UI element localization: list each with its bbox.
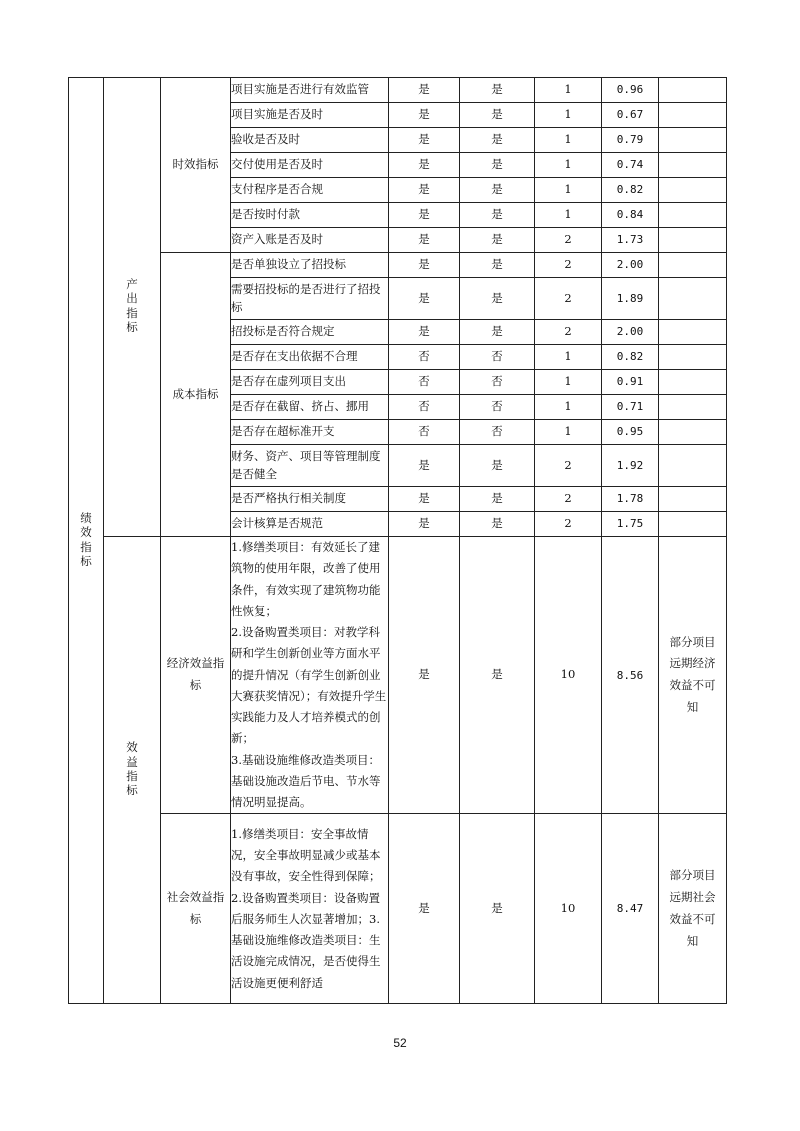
level2-cell-benefit: [104, 537, 161, 1004]
note-cell: [659, 103, 727, 128]
level3-cell-timeliness: [161, 78, 231, 253]
indicator-cell: 是否严格执行相关制度: [231, 487, 389, 512]
level3-label: 时效指标: [172, 157, 219, 172]
target-cell: 是: [389, 228, 460, 253]
target-cell: 否: [389, 395, 460, 420]
weight-cell: 1: [535, 128, 602, 153]
table-row: [69, 814, 727, 1004]
actual-cell: 否: [460, 345, 535, 370]
actual-cell: 否: [460, 420, 535, 445]
actual-cell: 是: [460, 253, 535, 278]
indicator-cell: 项目实施是否进行有效监管: [231, 78, 389, 103]
indicator-cell: 招投标是否符合规定: [231, 320, 389, 345]
note-cell: [659, 320, 727, 345]
score-cell: 0.96: [602, 78, 659, 103]
target-cell: 是: [389, 487, 460, 512]
page-number: 52: [393, 1036, 407, 1050]
note-cell: [659, 228, 727, 253]
score-cell: 1.92: [602, 445, 659, 487]
score-cell: 2.00: [602, 320, 659, 345]
score-cell: 8.47: [602, 814, 659, 1004]
actual-cell: 是: [460, 537, 535, 814]
indicator-line: 2.设备购置类项目：对教学科研和学生创新创业等方面水平的提升情况（有学生创新创业大赛获奖情况）；有效提升学生实践能力及人才培养模式的创新；: [231, 625, 387, 746]
indicator-cell-multiline: [231, 537, 389, 814]
note-cell: [659, 370, 727, 395]
actual-cell: 否: [460, 395, 535, 420]
score-cell: 1.73: [602, 228, 659, 253]
actual-cell: 是: [460, 445, 535, 487]
weight-cell: 2: [535, 320, 602, 345]
level3-label: 成本指标: [172, 386, 219, 401]
target-cell: 是: [389, 153, 460, 178]
indicator-cell: 是否按时付款: [231, 203, 389, 228]
target-cell: 是: [389, 445, 460, 487]
indicator-line: 3.基础设施维修改造类项目：基础设施改造后节电、节水等情况明显提高。: [231, 752, 381, 810]
note-cell: [659, 395, 727, 420]
indicator-cell: 是否存在超标准开支: [231, 420, 389, 445]
indicator-cell: 是否存在支出依据不合理: [231, 345, 389, 370]
actual-cell: 是: [460, 814, 535, 1004]
note-cell: [659, 203, 727, 228]
weight-cell: 2: [535, 228, 602, 253]
actual-cell: 是: [460, 320, 535, 345]
indicator-cell: 验收是否及时: [231, 128, 389, 153]
indicator-cell: 需要招投标的是否进行了招投标: [231, 278, 389, 320]
actual-cell: 是: [460, 178, 535, 203]
indicator-line: 1.修缮类项目：安全事故情况，安全事故明显减少或基本没有事故，安全性得到保障；2.设备购置类项目：设备购置后服务师生人次显著增加；3.基础设施维修改造类项目：生活设施完成情况，是否使得生活设施更便利舒适: [231, 826, 381, 990]
score-cell: 0.95: [602, 420, 659, 445]
note-cell: [659, 487, 727, 512]
weight-cell: 2: [535, 278, 602, 320]
actual-cell: 是: [460, 103, 535, 128]
score-cell: 0.91: [602, 370, 659, 395]
note-cell: [659, 814, 727, 1004]
indicator-cell: 是否存在虚列项目支出: [231, 370, 389, 395]
score-cell: 8.56: [602, 537, 659, 814]
target-cell: 是: [389, 814, 460, 1004]
level2-label: 产出指标: [126, 277, 138, 335]
indicator-cell: 是否存在截留、挤占、挪用: [231, 395, 389, 420]
level3-cell-social: [161, 814, 231, 1004]
weight-cell: 1: [535, 78, 602, 103]
weight-cell: 2: [535, 487, 602, 512]
actual-cell: 是: [460, 512, 535, 537]
score-cell: 1.75: [602, 512, 659, 537]
score-cell: 0.74: [602, 153, 659, 178]
indicator-cell: 项目实施是否及时: [231, 103, 389, 128]
target-cell: 是: [389, 203, 460, 228]
score-cell: 0.71: [602, 395, 659, 420]
target-cell: 是: [389, 537, 460, 814]
level3-cell-cost: [161, 253, 231, 537]
note-cell: [659, 153, 727, 178]
indicator-cell: 是否单独设立了招投标: [231, 253, 389, 278]
note-cell: [659, 345, 727, 370]
actual-cell: 否: [460, 370, 535, 395]
score-cell: 2.00: [602, 253, 659, 278]
level3-label: 经济效益指标: [166, 656, 225, 693]
actual-cell: 是: [460, 203, 535, 228]
note-cell: [659, 537, 727, 814]
actual-cell: 是: [460, 128, 535, 153]
target-cell: 是: [389, 512, 460, 537]
level1-label: 绩效指标: [80, 510, 92, 568]
actual-cell: 是: [460, 228, 535, 253]
score-cell: 1.89: [602, 278, 659, 320]
note-cell: [659, 78, 727, 103]
weight-cell: 1: [535, 178, 602, 203]
weight-cell: 2: [535, 512, 602, 537]
indicator-cell: 支付程序是否合规: [231, 178, 389, 203]
note-text: 部分项目远期社会效益不可知: [669, 868, 716, 948]
level3-cell-economic: [161, 537, 231, 814]
score-cell: 0.67: [602, 103, 659, 128]
target-cell: 否: [389, 345, 460, 370]
weight-cell: 1: [535, 370, 602, 395]
weight-cell: 1: [535, 203, 602, 228]
note-cell: [659, 278, 727, 320]
target-cell: 是: [389, 128, 460, 153]
table-row: [69, 78, 727, 103]
table-row: [69, 253, 727, 278]
note-cell: [659, 512, 727, 537]
score-cell: 0.82: [602, 345, 659, 370]
score-cell: 0.79: [602, 128, 659, 153]
target-cell: 是: [389, 78, 460, 103]
actual-cell: 是: [460, 278, 535, 320]
actual-cell: 是: [460, 487, 535, 512]
note-cell: [659, 128, 727, 153]
level1-cell: [69, 78, 104, 1004]
note-text: 部分项目远期经济效益不可知: [669, 634, 716, 715]
score-cell: 0.84: [602, 203, 659, 228]
indicator-cell: 财务、资产、项目等管理制度是否健全: [231, 445, 389, 487]
level3-label: 社会效益指标: [166, 890, 225, 926]
target-cell: 是: [389, 278, 460, 320]
note-cell: [659, 420, 727, 445]
target-cell: 否: [389, 370, 460, 395]
score-cell: 0.82: [602, 178, 659, 203]
target-cell: 是: [389, 320, 460, 345]
target-cell: 是: [389, 253, 460, 278]
weight-cell: 1: [535, 420, 602, 445]
weight-cell: 1: [535, 153, 602, 178]
weight-cell: 10: [535, 814, 602, 1004]
performance-indicator-table: [68, 77, 727, 1004]
indicator-cell: 交付使用是否及时: [231, 153, 389, 178]
weight-cell: 1: [535, 103, 602, 128]
score-cell: 1.78: [602, 487, 659, 512]
weight-cell: 1: [535, 345, 602, 370]
note-cell: [659, 178, 727, 203]
indicator-cell: 资产入账是否及时: [231, 228, 389, 253]
note-cell: [659, 445, 727, 487]
target-cell: 是: [389, 178, 460, 203]
weight-cell: 10: [535, 537, 602, 814]
target-cell: 否: [389, 420, 460, 445]
level2-label: 效益指标: [126, 740, 138, 798]
actual-cell: 是: [460, 153, 535, 178]
indicator-line: 1.修缮类项目：有效延长了建筑物的使用年限，改善了使用条件，有效实现了建筑物功能性恢复；: [231, 540, 381, 618]
weight-cell: 1: [535, 395, 602, 420]
indicator-cell-multiline: [231, 814, 389, 1004]
level2-cell-output: [104, 78, 161, 537]
target-cell: 是: [389, 103, 460, 128]
table-row: [69, 537, 727, 814]
actual-cell: 是: [460, 78, 535, 103]
indicator-cell: 会计核算是否规范: [231, 512, 389, 537]
note-cell: [659, 253, 727, 278]
weight-cell: 2: [535, 445, 602, 487]
weight-cell: 2: [535, 253, 602, 278]
